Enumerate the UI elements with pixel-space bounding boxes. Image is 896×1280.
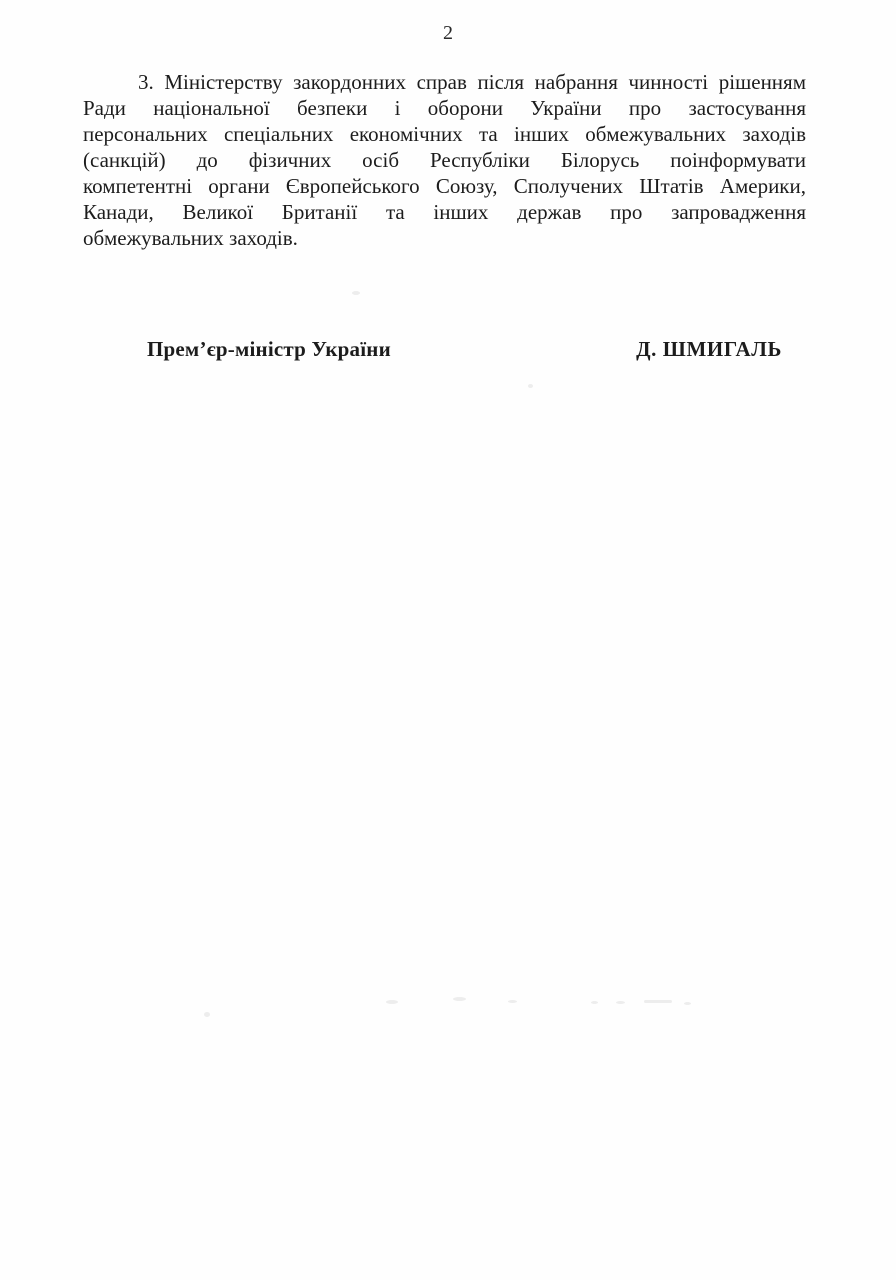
scan-smudge [386,1000,398,1004]
paragraph-line: Канади, Великої Британії та інших держав про запровадження [83,200,806,224]
scan-smudge [204,1012,210,1017]
signatory-name: Д. ШМИГАЛЬ [636,337,782,361]
scan-smudge [591,1001,598,1004]
signatory-position: Прем’єр-міністр України [147,337,391,361]
scan-smudge [616,1001,625,1004]
scan-smudge [508,1000,517,1003]
paragraph-line: Ради національної безпеки і оборони України про застосування [83,96,806,120]
signature-block [83,336,806,362]
scan-smudge [352,291,360,295]
scan-smudge [684,1002,691,1005]
page-number: 2 [443,22,453,44]
paragraph-line: 3. Міністерству закордонних справ після набрання чинності рішенням [138,70,806,94]
scan-smudge [528,384,533,388]
paragraph-item-3 [83,69,806,251]
paragraph-line: компетентні органи Європейського Союзу, Сполучених Штатів Америки, [83,174,806,198]
paragraph-line: (санкцій) до фізичних осіб Республіки Білорусь поінформувати [83,148,806,172]
paragraph-line: обмежувальних заходів. [83,226,298,250]
scan-smudge [644,1000,672,1003]
scan-smudge [453,997,466,1001]
paragraph-line: персональних спеціальних економічних та інших обмежувальних заходів [83,122,806,146]
